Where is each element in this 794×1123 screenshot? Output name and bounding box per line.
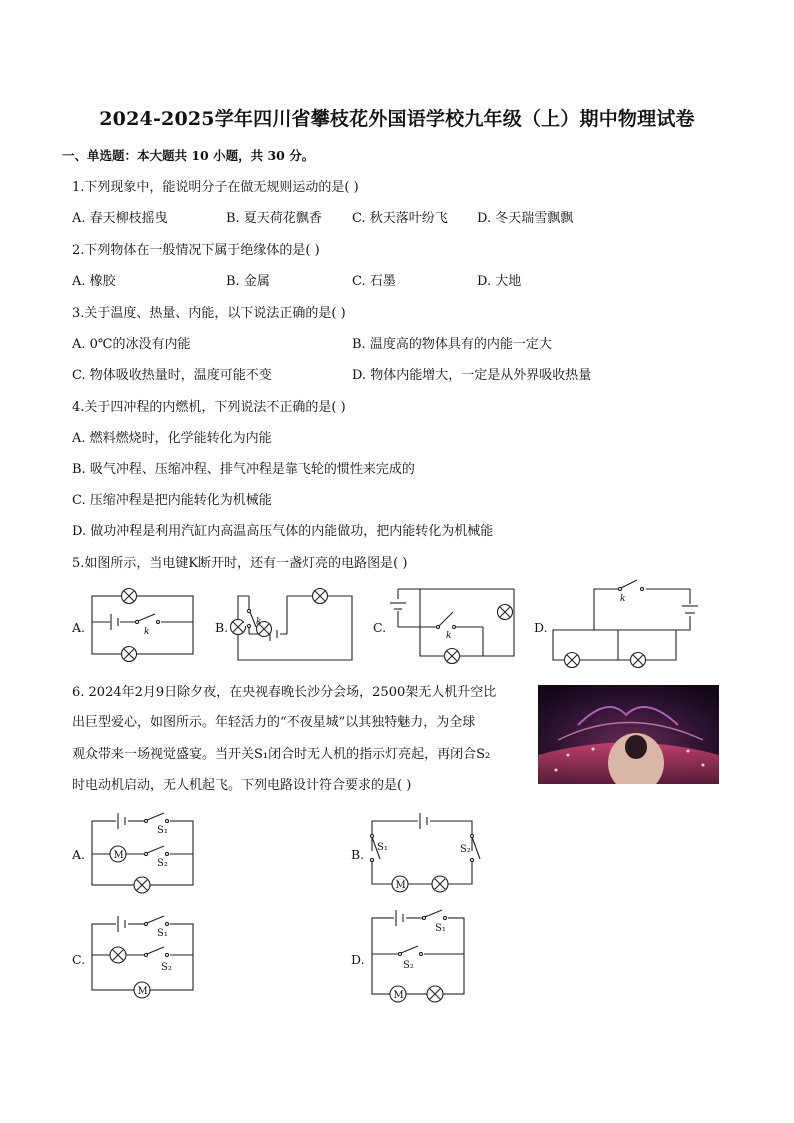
q6a-motor-label: M <box>113 850 124 861</box>
q5d-k-label: k <box>620 594 626 604</box>
q4-option-a[interactable]: A. 燃料燃烧时，化学能转化为内能 <box>72 431 272 446</box>
q6d-motor-label: M <box>393 990 404 1001</box>
q6a-s2-label: S₂ <box>157 858 168 869</box>
q5-option-c[interactable]: C. <box>373 620 387 635</box>
q6-option-d[interactable]: D. <box>351 952 365 967</box>
question-4-stem: 4.关于四冲程的内燃机，下列说法不正确的是( ) <box>72 400 346 415</box>
question-1-stem: 1.下列现象中，能说明分子在做无规则运动的是( ) <box>72 180 359 195</box>
q1-option-a[interactable]: A. 春天柳枝摇曳 <box>72 211 168 226</box>
q2-option-d[interactable]: D. 大地 <box>477 274 522 289</box>
q6-line-3: 观众带来一场视觉盛宴。当开关S₁闭合时无人机的指示灯亮起，再闭合S₂ <box>72 747 491 762</box>
q6c-s1-label: S₁ <box>157 928 168 939</box>
q6a-s1-label: S₁ <box>157 825 168 836</box>
section-heading: 一、单选题：本大题共 10 小题，共 30 分。 <box>62 148 315 163</box>
q6-option-c[interactable]: C. <box>72 952 86 967</box>
q2-option-c[interactable]: C. 石墨 <box>352 274 396 289</box>
q5a-k-label: k <box>144 627 150 637</box>
q6-option-a[interactable]: A. <box>72 847 86 862</box>
q3-option-a[interactable]: A. 0℃的冰没有内能 <box>72 337 191 352</box>
q1-option-d[interactable]: D. 冬天瑞雪飘飘 <box>477 211 574 226</box>
q3-option-c[interactable]: C. 物体吸收热量时，温度可能不变 <box>72 368 272 383</box>
q5b-k-label: k <box>256 617 262 627</box>
question-5-stem: 5.如图所示，当电键K断开时，还有一盏灯亮的电路图是( ) <box>72 556 408 571</box>
q4-option-b[interactable]: B. 吸气冲程、压缩冲程、排气冲程是靠飞轮的惯性来完成的 <box>72 462 415 477</box>
q5-option-b[interactable]: B. <box>215 620 229 635</box>
q5c-k-label: k <box>446 631 452 641</box>
q6b-s1-label: S₁ <box>377 842 388 853</box>
q3-option-b[interactable]: B. 温度高的物体具有的内能一定大 <box>352 337 552 352</box>
q6b-s2-label: S₂ <box>460 844 471 855</box>
q2-option-b[interactable]: B. 金属 <box>226 274 270 289</box>
q4-option-c[interactable]: C. 压缩冲程是把内能转化为机械能 <box>72 493 272 508</box>
q6d-s1-label: S₁ <box>435 923 446 934</box>
question-2-stem: 2.下列物体在一般情况下属于绝缘体的是( ) <box>72 243 320 258</box>
q4-option-d[interactable]: D. 做功冲程是利用汽缸内高温高压气体的内能做功，把内能转化为机械能 <box>72 524 494 539</box>
q6-line-1: 6. 2024年2月9日除夕夜，在央视春晚长沙分会场，2500架无人机升空比 <box>72 685 497 700</box>
page-title: 2024-2025学年四川省攀枝花外国语学校九年级（上）期中物理试卷 <box>99 108 695 130</box>
question-3-stem: 3.关于温度、热量、内能，以下说法正确的是( ) <box>72 306 346 321</box>
q2-option-a[interactable]: A. 橡胶 <box>72 274 116 289</box>
q1-option-b[interactable]: B. 夏天荷花飘香 <box>226 211 322 226</box>
q6b-motor-label: M <box>395 880 406 891</box>
q6c-s2-label: S₂ <box>161 962 172 973</box>
q6c-motor-label: M <box>137 986 148 997</box>
q3-option-d[interactable]: D. 物体内能增大，一定是从外界吸收热量 <box>352 368 592 383</box>
q6-line-4: 时电动机启动，无人机起飞。下列电路设计符合要求的是( ) <box>72 778 412 793</box>
q6d-s2-label: S₂ <box>403 960 414 971</box>
q5-option-d[interactable]: D. <box>534 620 548 635</box>
q6-line-2: 出巨型爱心，如图所示。年轻活力的“不夜星城”以其独特魅力，为全球 <box>72 715 476 730</box>
q6-option-b[interactable]: B. <box>351 847 365 862</box>
q5-option-a[interactable]: A. <box>72 620 86 635</box>
q1-option-c[interactable]: C. 秋天落叶纷飞 <box>352 211 448 226</box>
